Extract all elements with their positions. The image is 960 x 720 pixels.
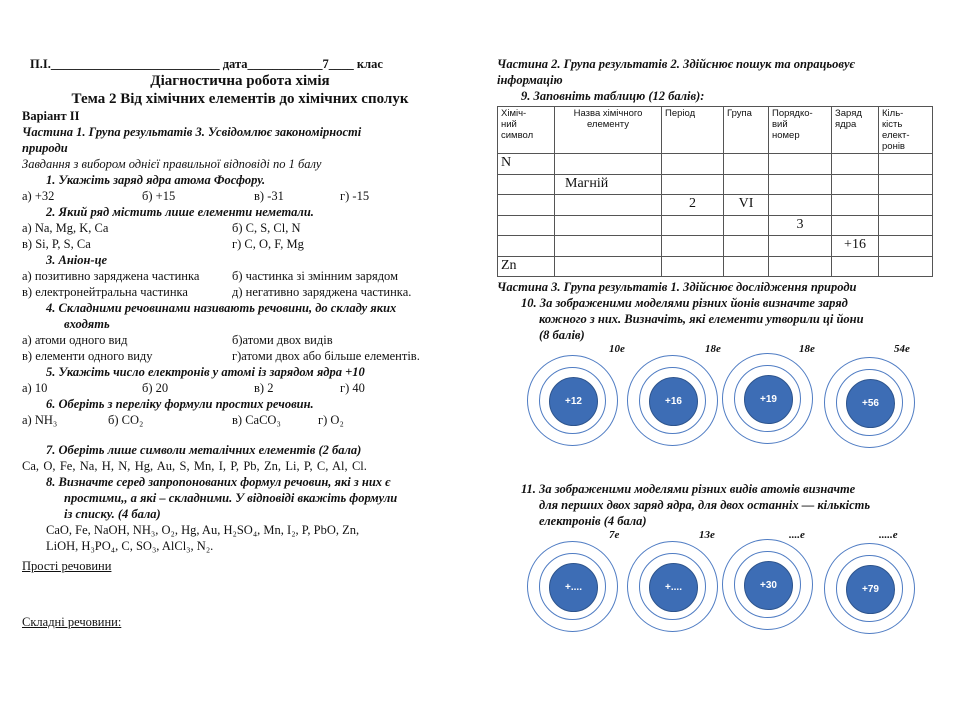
complex-substances-label: Складні речовини: — [22, 615, 122, 629]
option: б)атоми двох видів — [232, 333, 333, 347]
option: в) CaCO₃ — [232, 413, 281, 427]
question-2-options-row2 — [22, 236, 458, 252]
col-group: Група — [724, 107, 769, 154]
table-cell[interactable] — [832, 195, 879, 216]
nucleus: +16 — [649, 377, 698, 426]
table-row — [498, 195, 933, 216]
table-cell[interactable] — [555, 236, 662, 257]
question-11-line1: 11. За зображеними моделями різних видів атомів визначте — [521, 482, 856, 496]
table-row — [498, 256, 933, 277]
question-4-options-row2 — [22, 348, 458, 364]
right-column — [497, 56, 935, 639]
table-cell[interactable] — [879, 174, 933, 195]
table-cell[interactable]: 3 — [769, 215, 832, 236]
table-cell[interactable] — [769, 236, 832, 257]
table-row — [498, 215, 933, 236]
col-electrons: Кіль- кість елект- ронів — [879, 107, 933, 154]
question-11-line2: для перших двох заряд ядра, для двох останніх — кількість — [539, 498, 871, 512]
table-cell[interactable] — [724, 236, 769, 257]
option: в) 2 — [254, 381, 274, 395]
option: г) O₂ — [318, 413, 344, 427]
table-cell[interactable] — [769, 195, 832, 216]
table-cell[interactable]: Zn — [498, 256, 555, 277]
question-8-line1: 8. Визначте серед запропонованих формул речовин, які з них є — [46, 475, 391, 489]
table-cell[interactable] — [724, 256, 769, 277]
table-cell[interactable] — [769, 174, 832, 195]
document-title: Діагностична робота хімія — [150, 73, 330, 89]
option: а) атоми одного вид — [22, 333, 128, 347]
variant-label: Варіант ІІ — [22, 109, 80, 123]
table-cell[interactable] — [555, 215, 662, 236]
table-cell[interactable] — [769, 256, 832, 277]
option: в) Si, P, S, Ca — [22, 237, 91, 251]
table-cell[interactable] — [879, 154, 933, 175]
option: г) -15 — [340, 189, 370, 203]
question-8-line2: простими,, а які – складними. У відповіді вкажіть формули — [64, 491, 398, 505]
atom-models — [497, 529, 935, 639]
question-7: 7. Оберіть лише символи металічних елементів (2 бала) — [46, 443, 362, 457]
atom-model — [824, 543, 916, 635]
option: б) CO₂ — [108, 413, 144, 427]
table-cell[interactable] — [724, 154, 769, 175]
option: а) Na, Mg, K, Ca — [22, 221, 109, 235]
instruction-text: Завдання з вибором однієї правильної відповіді по 1 балу — [22, 157, 322, 171]
table-cell[interactable] — [879, 236, 933, 257]
table-cell[interactable] — [769, 154, 832, 175]
question-7-symbols: Ca, O, Fe, Na, H, N, Hg, Au, S, Mn, I, P, Pb, Zn, Li, P, C, Al, Cl. — [22, 459, 367, 473]
table-cell[interactable]: Магній — [555, 174, 662, 195]
table-cell[interactable] — [498, 174, 555, 195]
ion-model — [627, 355, 719, 447]
nucleus: +.... — [649, 563, 698, 612]
option: в) -31 — [254, 189, 284, 203]
table-cell[interactable] — [662, 174, 724, 195]
table-cell[interactable]: +16 — [832, 236, 879, 257]
question-4-line1: 4. Складними речовинами називають речовини, до складу яких — [46, 301, 397, 315]
table-cell[interactable] — [724, 215, 769, 236]
electron-count-label: 54е — [894, 343, 910, 355]
table-cell[interactable] — [879, 195, 933, 216]
table-cell[interactable] — [662, 154, 724, 175]
question-6: 6. Оберіть з переліку формули простих речовин. — [46, 397, 314, 411]
table-header-row — [498, 107, 933, 154]
electron-count-label: 10е — [609, 343, 625, 355]
question-5: 5. Укажіть число електронів у атомі із зарядом ядра +10 — [46, 365, 365, 379]
question-10-line2: кожного з них. Визначіть, які елементи утворили ці йони — [539, 312, 864, 326]
electron-count-label: 18е — [799, 343, 815, 355]
question-2: 2. Який ряд містить лише елементи неметали. — [46, 205, 314, 219]
option: а) позитивно заряджена частинка — [22, 269, 200, 283]
col-period: Період — [662, 107, 724, 154]
table-cell[interactable] — [832, 215, 879, 236]
part1-heading-line1: Частина 1. Група результатів 3. Усвідомлює закономірності — [22, 125, 362, 139]
table-cell[interactable] — [498, 195, 555, 216]
question-3: 3. Аніон-це — [46, 253, 108, 267]
question-3-options-row1 — [22, 268, 458, 284]
table-row — [498, 236, 933, 257]
question-9: 9. Заповніть таблицю (12 балів): — [521, 89, 705, 103]
table-cell[interactable] — [879, 215, 933, 236]
question-2-options-row1 — [22, 220, 458, 236]
option: г)атоми двох або більше елементів. — [232, 349, 420, 363]
table-row — [498, 174, 933, 195]
part1-heading-line2: природи — [22, 141, 68, 155]
ion-models — [497, 343, 935, 453]
table-cell[interactable]: 2 — [662, 195, 724, 216]
left-column — [22, 56, 458, 630]
electron-count-label: 13е — [699, 529, 715, 541]
option: а) NH₃ — [22, 413, 58, 427]
table-cell[interactable] — [662, 215, 724, 236]
electron-count-label: ....е — [789, 529, 805, 541]
table-cell[interactable] — [498, 236, 555, 257]
nucleus: +.... — [549, 563, 598, 612]
document-topic: Тема 2 Від хімічних елементів до хімічних сполук — [71, 91, 409, 107]
question-6-options — [22, 412, 458, 428]
table-cell[interactable] — [832, 174, 879, 195]
ion-model — [527, 355, 619, 447]
electron-count-label: 7е — [609, 529, 620, 541]
question-1: 1. Укажіть заряд ядра атома Фосфору. — [46, 173, 266, 187]
table-cell[interactable] — [662, 236, 724, 257]
part2-heading-line2: інформацію — [497, 73, 563, 87]
table-cell[interactable] — [662, 256, 724, 277]
table-cell[interactable] — [555, 195, 662, 216]
atom-model — [627, 541, 719, 633]
nucleus: +12 — [549, 377, 598, 426]
table-cell[interactable] — [555, 256, 662, 277]
table-cell[interactable] — [832, 154, 879, 175]
element-table — [497, 106, 933, 277]
option: г) C, O, F, Mg — [232, 237, 304, 251]
table-cell[interactable] — [498, 215, 555, 236]
option: а) 10 — [22, 381, 48, 395]
option: б) C, S, Cl, N — [232, 221, 301, 235]
question-1-options — [22, 188, 458, 204]
question-10-line1: 10. За зображеними моделями різних йонів визначте заряд — [521, 296, 848, 310]
electron-count-label: 18е — [705, 343, 721, 355]
student-info-line: П.І.___________________________ дата____________7____ клас — [30, 57, 383, 71]
question-8-formulas-line1: CaO, Fe, NaOH, NH₃, O₂, Hg, Au, H₂SO₄, Mn, I₂, P, PbO, Zn, — [46, 523, 360, 537]
atom-model — [722, 539, 814, 631]
option: б) 20 — [142, 381, 169, 395]
option: д) негативно заряджена частинка. — [232, 285, 412, 299]
nucleus: +30 — [744, 561, 793, 610]
table-cell[interactable]: VI — [724, 195, 769, 216]
part2-heading-line1: Частина 2. Група результатів 2. Здійснює пошук та опрацьовує — [497, 57, 855, 71]
nucleus: +79 — [846, 565, 895, 614]
table-cell[interactable] — [724, 174, 769, 195]
nucleus: +56 — [846, 379, 895, 428]
table-cell[interactable]: N — [498, 154, 555, 175]
option: б) частинка зі змінним зарядом — [232, 269, 398, 283]
table-cell[interactable] — [879, 256, 933, 277]
question-4-line2: входять — [64, 317, 110, 331]
simple-substances-label: Прості речовини — [22, 559, 112, 573]
table-cell[interactable] — [832, 256, 879, 277]
option: б) +15 — [142, 189, 176, 203]
ion-model — [824, 357, 916, 449]
atom-model — [527, 541, 619, 633]
question-8-formulas-line2: LiOH, H₃PO₄, C, SO₃, AlCl₃, N₂. — [46, 539, 214, 553]
question-10-line3: (8 балів) — [539, 328, 585, 342]
question-8-line3: із списку. (4 бала) — [64, 507, 161, 521]
option: а) +32 — [22, 189, 55, 203]
col-name: Назва хімічного елементу — [555, 107, 662, 154]
question-4-options-row1 — [22, 332, 458, 348]
part3-heading: Частина 3. Група результатів 1. Здійснює дослідження природи — [497, 280, 857, 294]
option: г) 40 — [340, 381, 365, 395]
col-number: Порядко- вий номер — [769, 107, 832, 154]
table-row — [498, 154, 933, 175]
question-3-options-row2 — [22, 284, 458, 300]
option: в) електронейтральна частинка — [22, 285, 188, 299]
col-symbol: Хіміч- ний символ — [498, 107, 555, 154]
question-11-line3: електронів (4 бала) — [539, 514, 647, 528]
option: в) елементи одного виду — [22, 349, 153, 363]
col-charge: Заряд ядра — [832, 107, 879, 154]
electron-count-label: .....е — [879, 529, 898, 541]
table-cell[interactable] — [555, 154, 662, 175]
ion-model — [722, 353, 814, 445]
nucleus: +19 — [744, 375, 793, 424]
question-5-options — [22, 380, 458, 396]
